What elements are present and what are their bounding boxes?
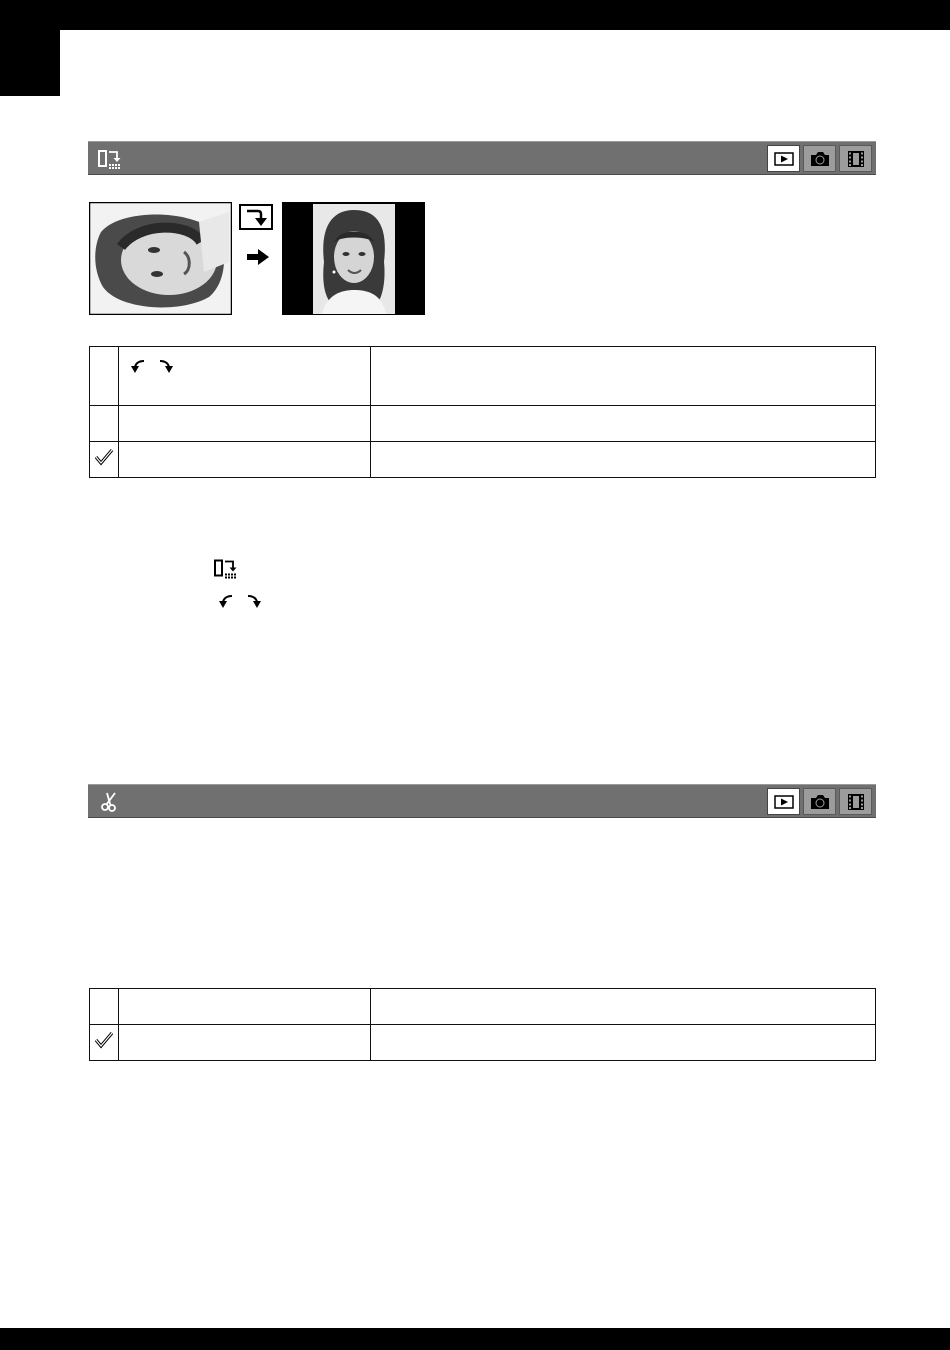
option-cell xyxy=(118,442,370,478)
rotate-options-table xyxy=(89,346,876,478)
table-row xyxy=(90,406,876,442)
check-cell xyxy=(90,1025,119,1061)
trim-options-table xyxy=(89,988,876,1061)
movie-film-icon xyxy=(846,793,866,811)
top-black-bar xyxy=(0,0,950,30)
check-cell xyxy=(90,442,119,478)
rotate-clockwise-arrow-icon xyxy=(244,207,268,227)
option-cell xyxy=(118,406,370,442)
rotate-button xyxy=(239,204,273,230)
check-cell xyxy=(90,406,119,442)
playback-mode-icon xyxy=(767,145,800,172)
option-cell xyxy=(118,347,370,406)
page-corner-tab xyxy=(0,0,60,96)
description-cell xyxy=(371,347,876,406)
movie-mode-icon xyxy=(839,145,872,172)
rotate-section-header xyxy=(88,141,876,175)
rotate-left-right-arrows-icon xyxy=(218,592,262,612)
description-cell xyxy=(371,406,876,442)
movie-film-icon xyxy=(846,150,866,168)
portrait-photo-rotated xyxy=(89,202,232,315)
still-mode-icon xyxy=(803,788,836,815)
table-row xyxy=(90,989,876,1025)
checkmark-icon xyxy=(94,448,114,466)
playback-mode-icon xyxy=(767,788,800,815)
description-cell xyxy=(371,989,876,1025)
playback-icon xyxy=(774,795,794,809)
portrait-photo-upright xyxy=(282,202,425,315)
rotate-menu-icon xyxy=(214,558,240,579)
playback-icon xyxy=(774,152,794,166)
bottom-black-bar xyxy=(0,1328,950,1350)
scissors-icon xyxy=(98,792,124,812)
checkmark-icon xyxy=(94,1031,114,1049)
table-row xyxy=(90,347,876,406)
description-cell xyxy=(371,442,876,478)
right-arrow-icon xyxy=(246,248,270,266)
still-camera-icon xyxy=(809,151,831,167)
option-cell xyxy=(118,989,370,1025)
option-cell xyxy=(118,1025,370,1061)
description-cell xyxy=(371,1025,876,1061)
still-camera-icon xyxy=(809,794,831,810)
trim-section-header xyxy=(88,784,876,818)
rotate-left-right-arrows-icon xyxy=(130,357,174,377)
check-cell xyxy=(90,347,119,406)
movie-mode-icon xyxy=(839,788,872,815)
check-cell xyxy=(90,989,119,1025)
rotate-menu-icon xyxy=(98,149,124,169)
still-mode-icon xyxy=(803,145,836,172)
table-row xyxy=(90,442,876,478)
table-row xyxy=(90,1025,876,1061)
